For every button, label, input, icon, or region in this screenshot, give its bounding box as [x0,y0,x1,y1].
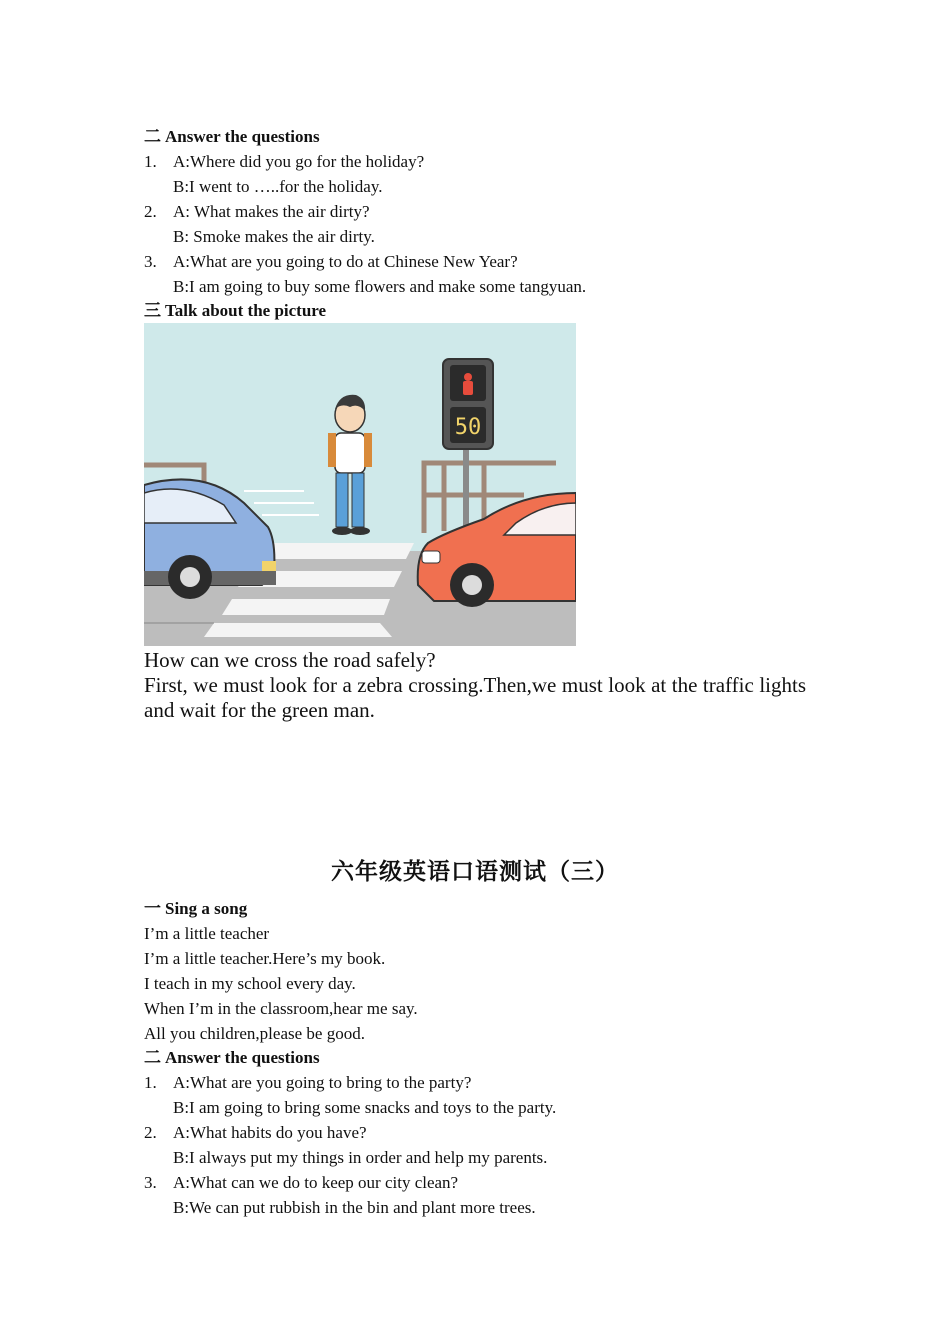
question-text: A:What are you going to bring to the party? [173,1073,472,1092]
section-marker: 三 [144,301,161,321]
test-title: 六年级英语口语测试（三） [331,859,619,885]
street-crossing-illustration [144,323,576,646]
discussion-answer: First, we must look for a zebra crossing.Then,we must look at the traffic lights and wait for the green man. [144,673,806,722]
song-line: I teach in my school every day. [144,974,356,993]
item-number: 1. [144,1073,157,1092]
answer-text: B:I am going to bring some snacks and toys to the party. [173,1098,557,1117]
question-text: A:What habits do you have? [173,1123,367,1142]
signal-countdown: 50 [454,415,482,440]
section-title: Talk about the picture [165,301,327,320]
section-heading [144,124,320,150]
section-title: Answer the questions [165,1048,320,1067]
item-number: 2. [144,202,157,221]
section-heading [144,896,247,922]
item-number: 3. [144,1173,157,1192]
section-marker: 一 [144,899,161,919]
question-text: A: What makes the air dirty? [173,202,370,221]
song-line: I’m a little teacher.Here’s my book. [144,949,386,968]
section-marker: 二 [144,127,161,147]
discussion-question: How can we cross the road safely? [144,648,436,672]
item-number: 2. [144,1123,157,1142]
song-line: I’m a little teacher [144,924,270,943]
song-line: When I’m in the classroom,hear me say. [144,999,418,1018]
section-marker: 二 [144,1048,161,1068]
answer-text: B: Smoke makes the air dirty. [173,227,375,246]
answer-text: B:I am going to buy some flowers and make some tangyuan. [173,277,587,296]
item-number: 1. [144,152,157,171]
song-line: All you children,please be good. [144,1024,365,1043]
section-heading [144,1045,320,1071]
answer-text: B:I always put my things in order and help my parents. [173,1148,548,1167]
section-heading [144,298,326,324]
section-title: Answer the questions [165,127,320,146]
item-number: 3. [144,252,157,271]
section-title: Sing a song [165,899,248,918]
question-text: A:What can we do to keep our city clean? [173,1173,459,1192]
answer-text: B:We can put rubbish in the bin and plant more trees. [173,1198,536,1217]
question-text: A:What are you going to do at Chinese New Year? [173,252,518,271]
answer-text: B:I went to …..for the holiday. [173,177,383,196]
question-text: A:Where did you go for the holiday? [173,152,425,171]
